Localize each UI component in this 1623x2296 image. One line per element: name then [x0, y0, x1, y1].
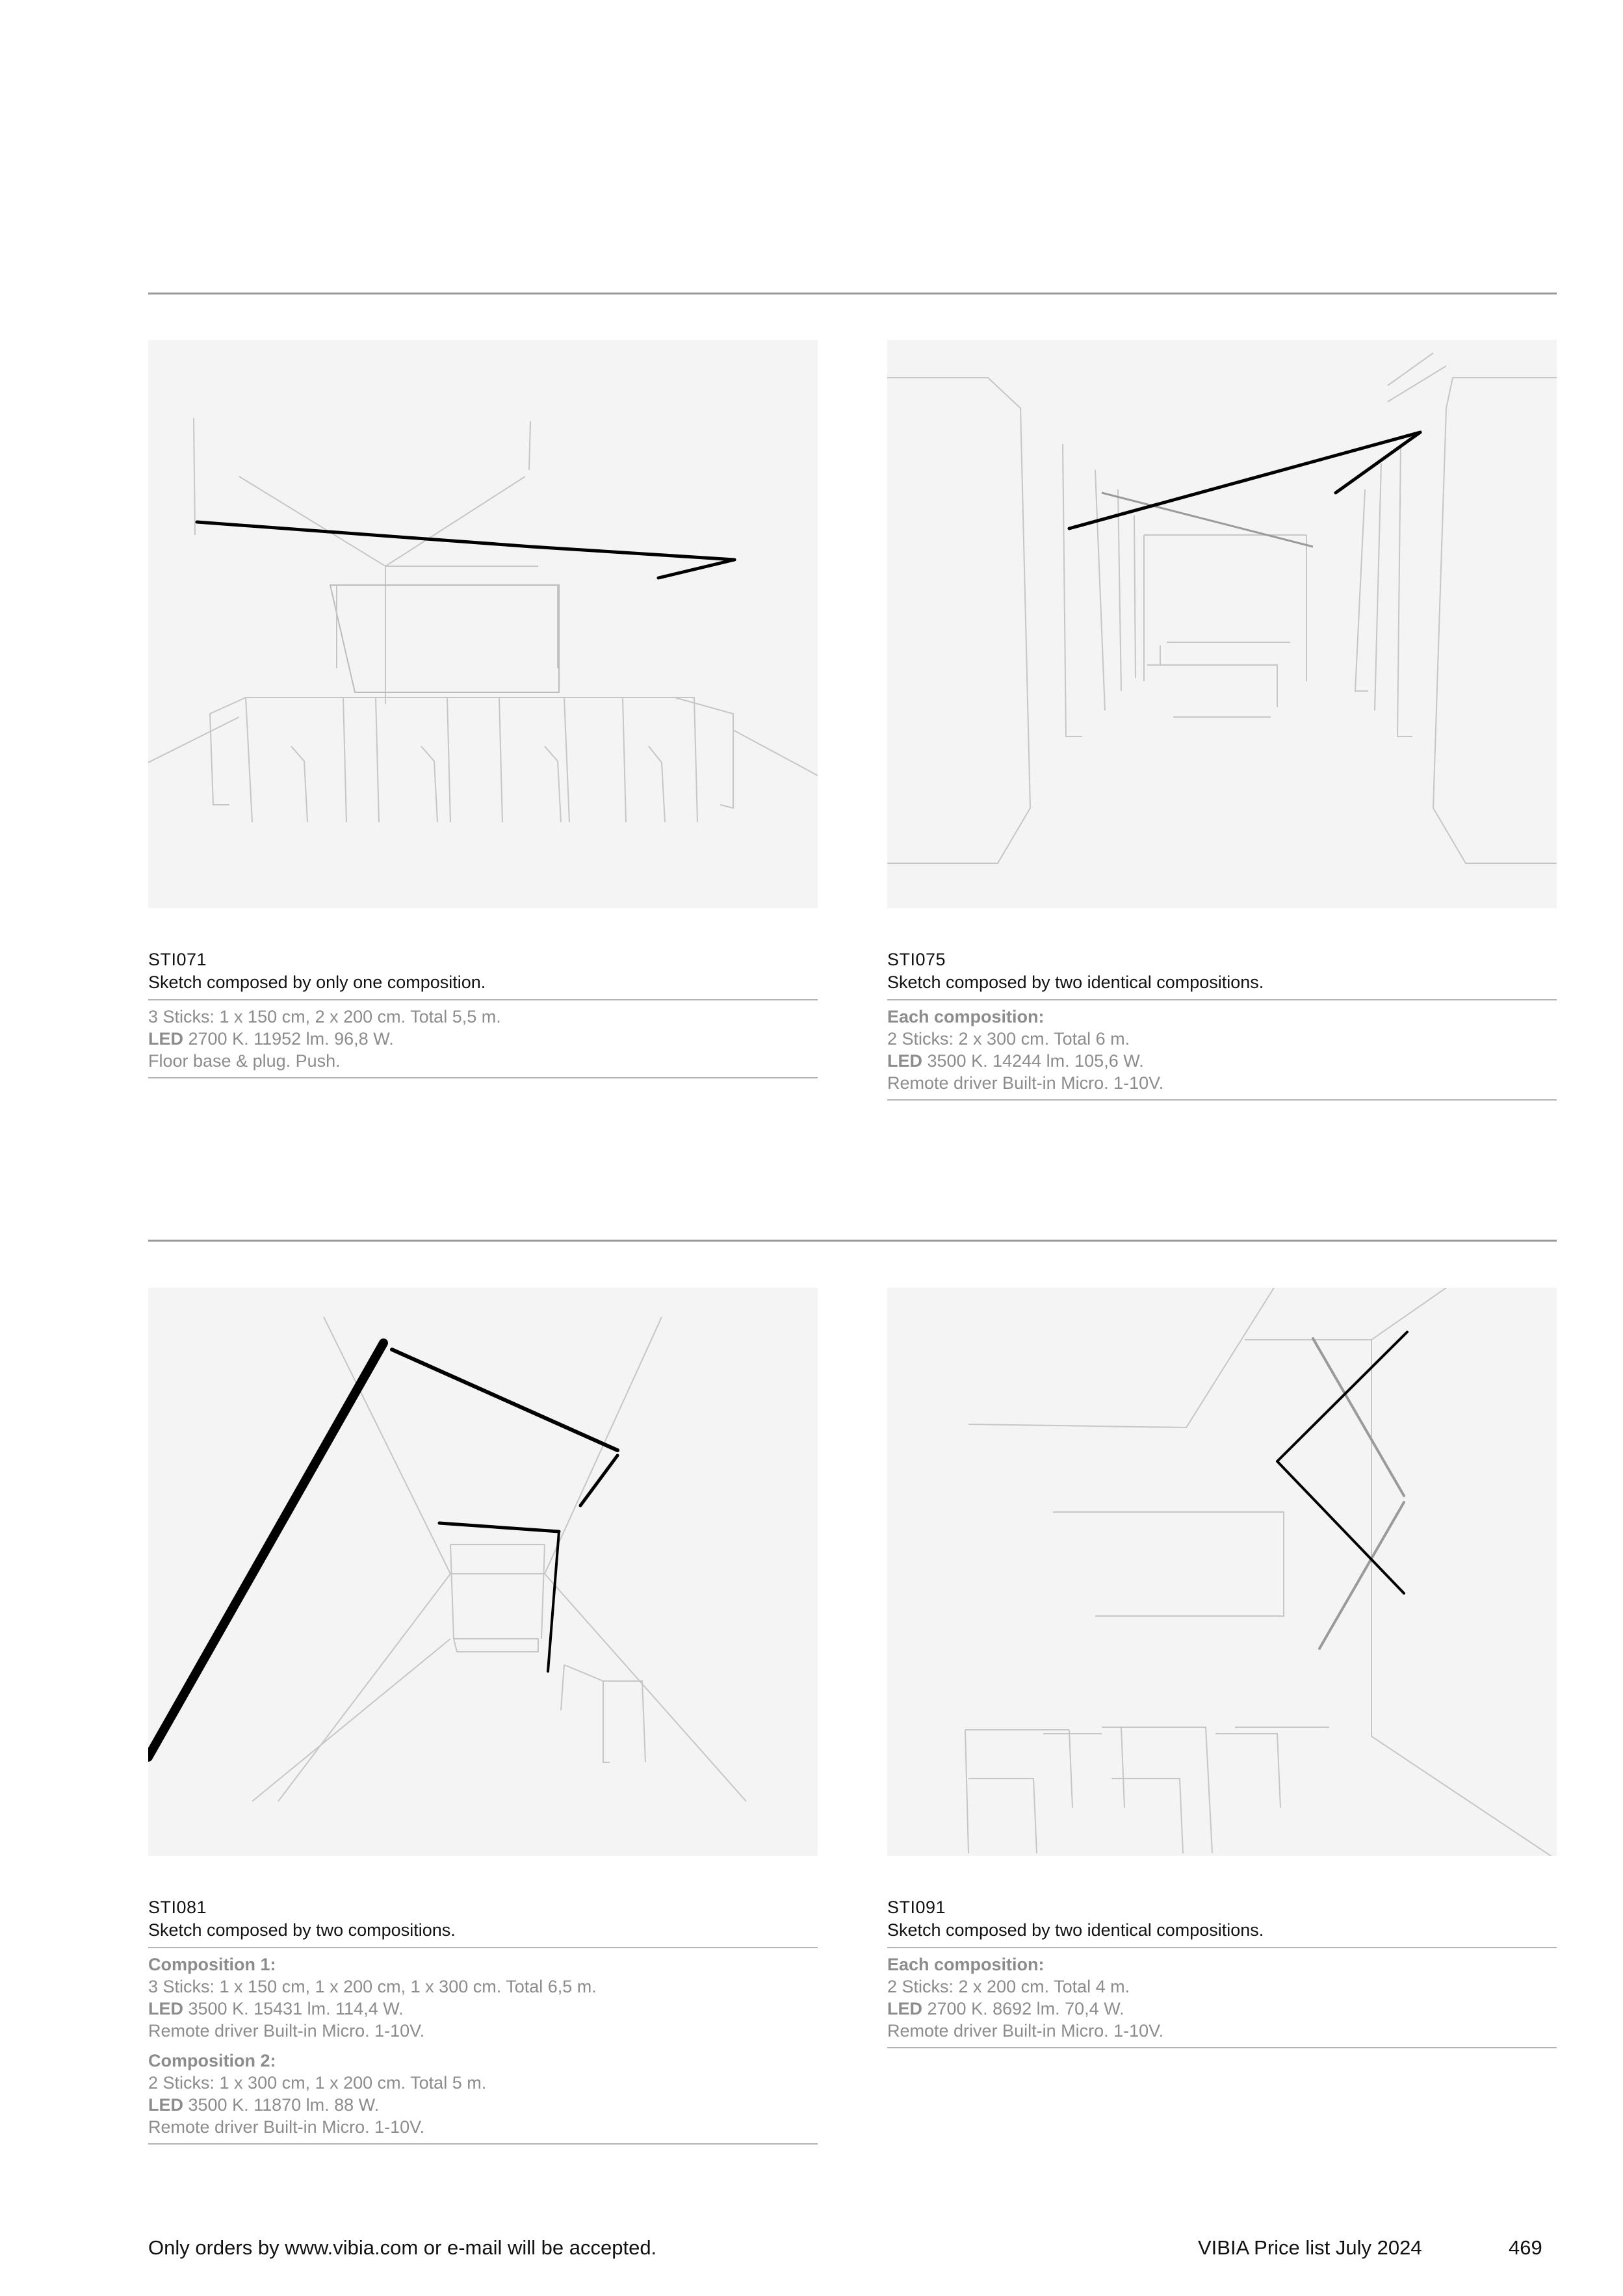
product-subtitle: Sketch composed by two compositions. — [148, 1920, 456, 1940]
led-value: 3500 K. 15431 lm. 114,4 W. — [183, 1999, 404, 2018]
led-spec — [148, 2094, 818, 2116]
section-divider-top — [148, 293, 1557, 294]
composition-heading: Each composition: — [887, 1955, 1045, 1974]
spec-group — [887, 1953, 1557, 2042]
led-spec — [148, 1028, 818, 1050]
product-code: STI091 — [887, 1898, 946, 1917]
composition-heading: Composition 1: — [148, 1955, 276, 1974]
product-subtitle: Sketch composed by two identical compositions. — [887, 972, 1264, 992]
brand-price-list: VIBIA Price list July 2024 — [1198, 2236, 1422, 2259]
led-label: LED — [887, 1051, 922, 1071]
sticks-spec: 2 Sticks: 2 x 200 cm. Total 4 m. — [887, 1977, 1130, 1996]
sketch-illustration — [887, 340, 1557, 908]
led-spec — [887, 1050, 1557, 1072]
sticks-spec: 2 Sticks: 1 x 300 cm, 1 x 200 cm. Total 5 m. — [148, 2073, 487, 2093]
product-card-sti091 — [887, 1288, 1557, 2048]
spec-block — [148, 999, 818, 1078]
product-code: STI081 — [148, 1898, 207, 1917]
sketch-illustration — [887, 1288, 1557, 1856]
section-divider-middle — [148, 1240, 1557, 1242]
composition-heading: Each composition: — [887, 1007, 1045, 1026]
spec-group-1 — [148, 1953, 818, 2042]
mount-spec: Floor base & plug. Push. — [148, 1051, 341, 1071]
spec-block — [887, 999, 1557, 1101]
sketch-drawing — [148, 1288, 818, 1856]
spec-block — [887, 1947, 1557, 2048]
spec-group-2 — [148, 2050, 818, 2138]
product-code: STI075 — [887, 950, 946, 969]
sketch-drawing — [887, 1288, 1557, 1856]
product-subtitle: Sketch composed by two identical compositions. — [887, 1920, 1264, 1940]
driver-spec: Remote driver Built-in Micro. 1-10V. — [887, 1073, 1164, 1093]
product-card-sti071 — [148, 340, 818, 1078]
led-spec — [887, 1998, 1557, 2020]
led-value: 2700 K. 8692 lm. 70,4 W. — [922, 1999, 1124, 2018]
spec-group — [148, 1006, 818, 1072]
sketch-drawing — [887, 340, 1557, 908]
led-label: LED — [887, 1999, 922, 2018]
sketch-illustration — [148, 340, 818, 908]
order-notice: Only orders by www.vibia.com or e-mail will be accepted. — [148, 2236, 657, 2259]
composition-heading: Composition 2: — [148, 2051, 276, 2070]
driver-spec: Remote driver Built-in Micro. 1-10V. — [148, 2021, 425, 2041]
led-value: 3500 K. 11870 lm. 88 W. — [183, 2095, 380, 2115]
led-value: 3500 K. 14244 lm. 105,6 W. — [922, 1051, 1144, 1071]
product-card-sti075 — [887, 340, 1557, 1101]
driver-spec: Remote driver Built-in Micro. 1-10V. — [887, 2021, 1164, 2041]
led-spec — [148, 1998, 818, 2020]
product-subtitle: Sketch composed by only one composition. — [148, 972, 486, 992]
spec-block — [148, 1947, 818, 2145]
driver-spec: Remote driver Built-in Micro. 1-10V. — [148, 2117, 425, 2137]
page-number: 469 — [1509, 2236, 1542, 2259]
product-code: STI071 — [148, 950, 207, 969]
sticks-spec: 3 Sticks: 1 x 150 cm, 1 x 200 cm, 1 x 300 cm. Total 6,5 m. — [148, 1977, 597, 1996]
spec-group — [887, 1006, 1557, 1094]
led-value: 2700 K. 11952 lm. 96,8 W. — [183, 1029, 394, 1049]
led-label: LED — [148, 1029, 183, 1049]
led-label: LED — [148, 1999, 183, 2018]
led-label: LED — [148, 2095, 183, 2115]
sketch-drawing — [148, 340, 818, 908]
sticks-spec: 2 Sticks: 2 x 300 cm. Total 6 m. — [887, 1029, 1130, 1049]
sketch-illustration — [148, 1288, 818, 1856]
product-card-sti081 — [148, 1288, 818, 2145]
sticks-spec: 3 Sticks: 1 x 150 cm, 2 x 200 cm. Total 5,5 m. — [148, 1007, 501, 1026]
